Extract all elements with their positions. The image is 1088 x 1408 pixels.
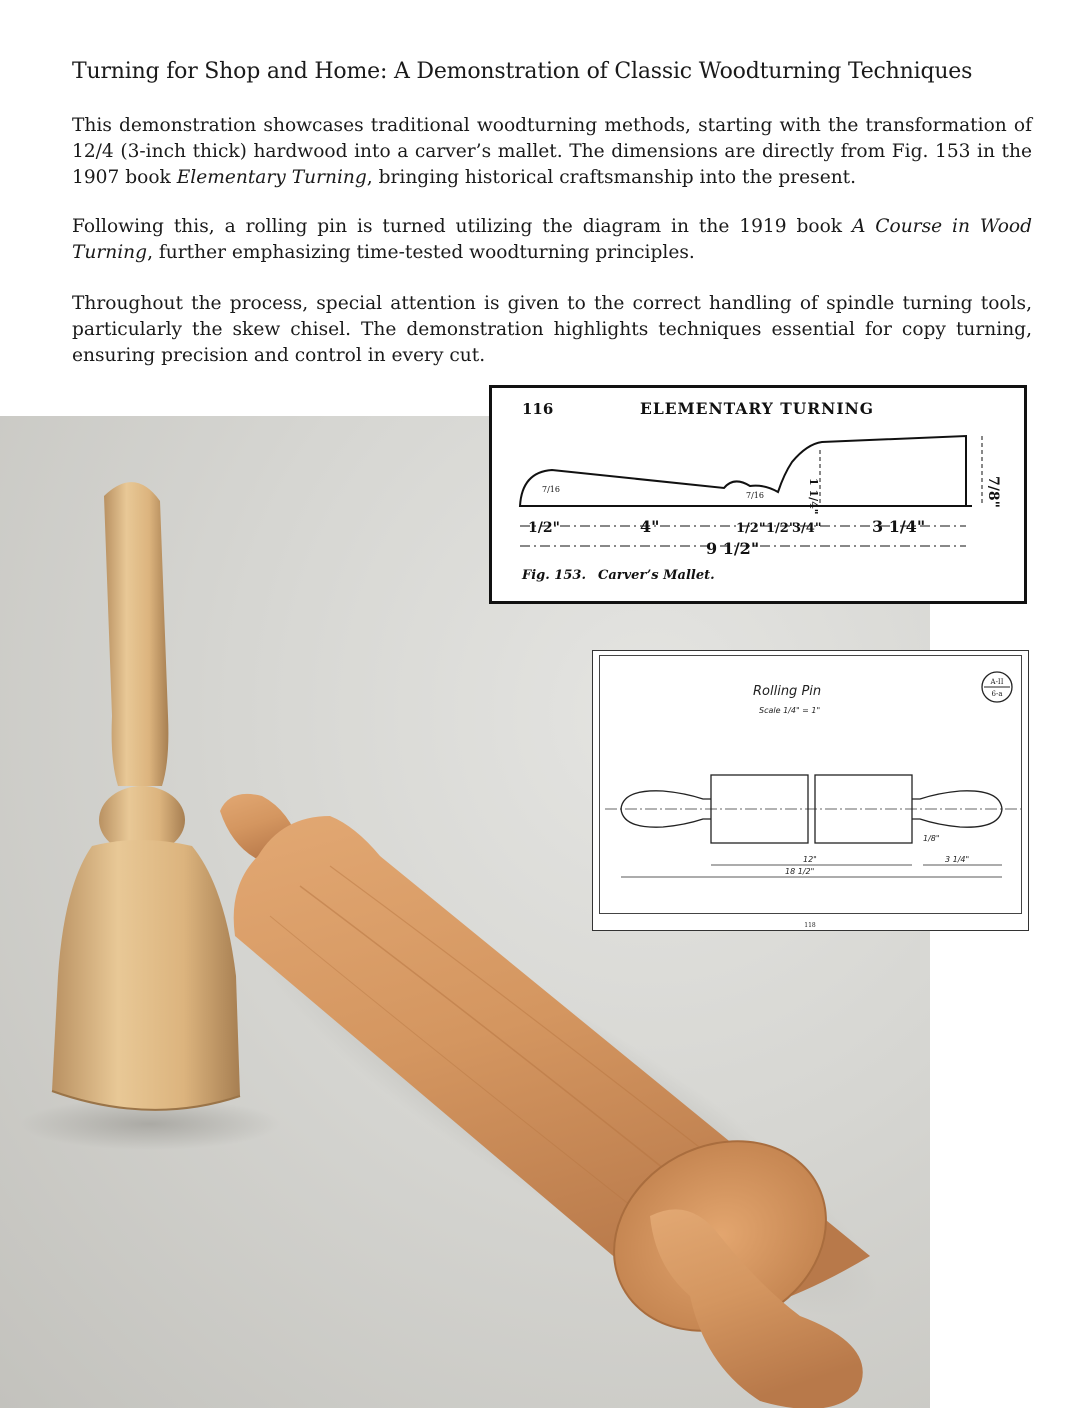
dimension-overall-length: 18 1/2"	[785, 867, 815, 876]
rolling-pin-paragraph	[72, 214, 1032, 266]
rolling-pin-diagram	[592, 650, 1029, 931]
plate-top: A-II	[990, 678, 1004, 686]
rolling-pin-drawing	[593, 651, 1027, 929]
mallet-diagram-drawing	[492, 388, 1024, 601]
figure-number: Fig. 153.	[522, 568, 586, 583]
intro-paragraph	[72, 113, 1032, 191]
paragraph-text: Throughout the process, special attention is given to the correct handling of spindle turning tools, particularly the skew chisel. The demonstration highlights techniques essential for copy turning, ensuring precision and control in every cut.	[72, 293, 1032, 366]
book-title-elementary-turning: Elementary Turning	[176, 167, 367, 188]
mallet-handle	[104, 482, 168, 786]
drawing-title: Rolling Pin	[753, 684, 822, 699]
paragraph-text: , further emphasizing time-tested woodturning principles.	[147, 242, 695, 263]
drawing-scale: Scale 1/4" = 1"	[759, 706, 821, 715]
book-title-course-in-wood-turning: A Course in Wood Turning	[72, 216, 1032, 263]
dimension-bead-a: 1/2"	[736, 521, 766, 536]
paragraph-text: This demonstration showcases traditional woodturning methods, starting with the transformation of 12/4 (3-inch thick) hardwood into a carver’s mallet. The dimensions are directly from Fig. 153 in the 1907 book	[72, 115, 1032, 188]
drawing-page-number: 118	[804, 922, 816, 929]
mallet-profile-outline	[520, 436, 966, 506]
diagram-page-number: 116	[522, 400, 554, 418]
process-paragraph	[72, 291, 1032, 369]
dimension-barrel-length: 12"	[803, 855, 817, 864]
paragraph-text: Following this, a rolling pin is turned utilizing the diagram in the 1919 book	[72, 216, 852, 237]
dimension-handle-length: 4"	[640, 517, 660, 536]
dimension-overall: 9 1/2"	[706, 539, 760, 558]
figure-caption: Carver’s Mallet.	[598, 568, 715, 583]
mallet-head	[52, 840, 240, 1110]
mallet-diagram	[489, 385, 1027, 604]
diagram-book-header: ELEMENTARY TURNING	[640, 399, 875, 418]
dimension-head-length: 3 1/4"	[872, 517, 926, 536]
dimension-collar: 3/4"	[792, 521, 822, 536]
dimension-bead-b: 1/2"	[766, 521, 796, 536]
dimension-collar: 1/8"	[923, 834, 940, 843]
document-title: Turning for Shop and Home: A Demonstration of Classic Woodturning Techniques	[72, 59, 973, 84]
dimension-head-end: 1/2"	[528, 520, 560, 536]
dimension-end-radius: 7/16	[542, 485, 560, 494]
paragraph-text: , bringing historical craftsmanship into the present.	[366, 167, 857, 188]
dimension-bead-radius: 7/16	[746, 491, 764, 500]
dimension-handle-length: 3 1/4"	[945, 855, 970, 864]
dimension-head-diameter: 7/8"	[985, 476, 1001, 508]
plate-bottom: 6-a	[991, 690, 1003, 698]
dimension-collar-height: 1 1/4"	[807, 478, 820, 515]
